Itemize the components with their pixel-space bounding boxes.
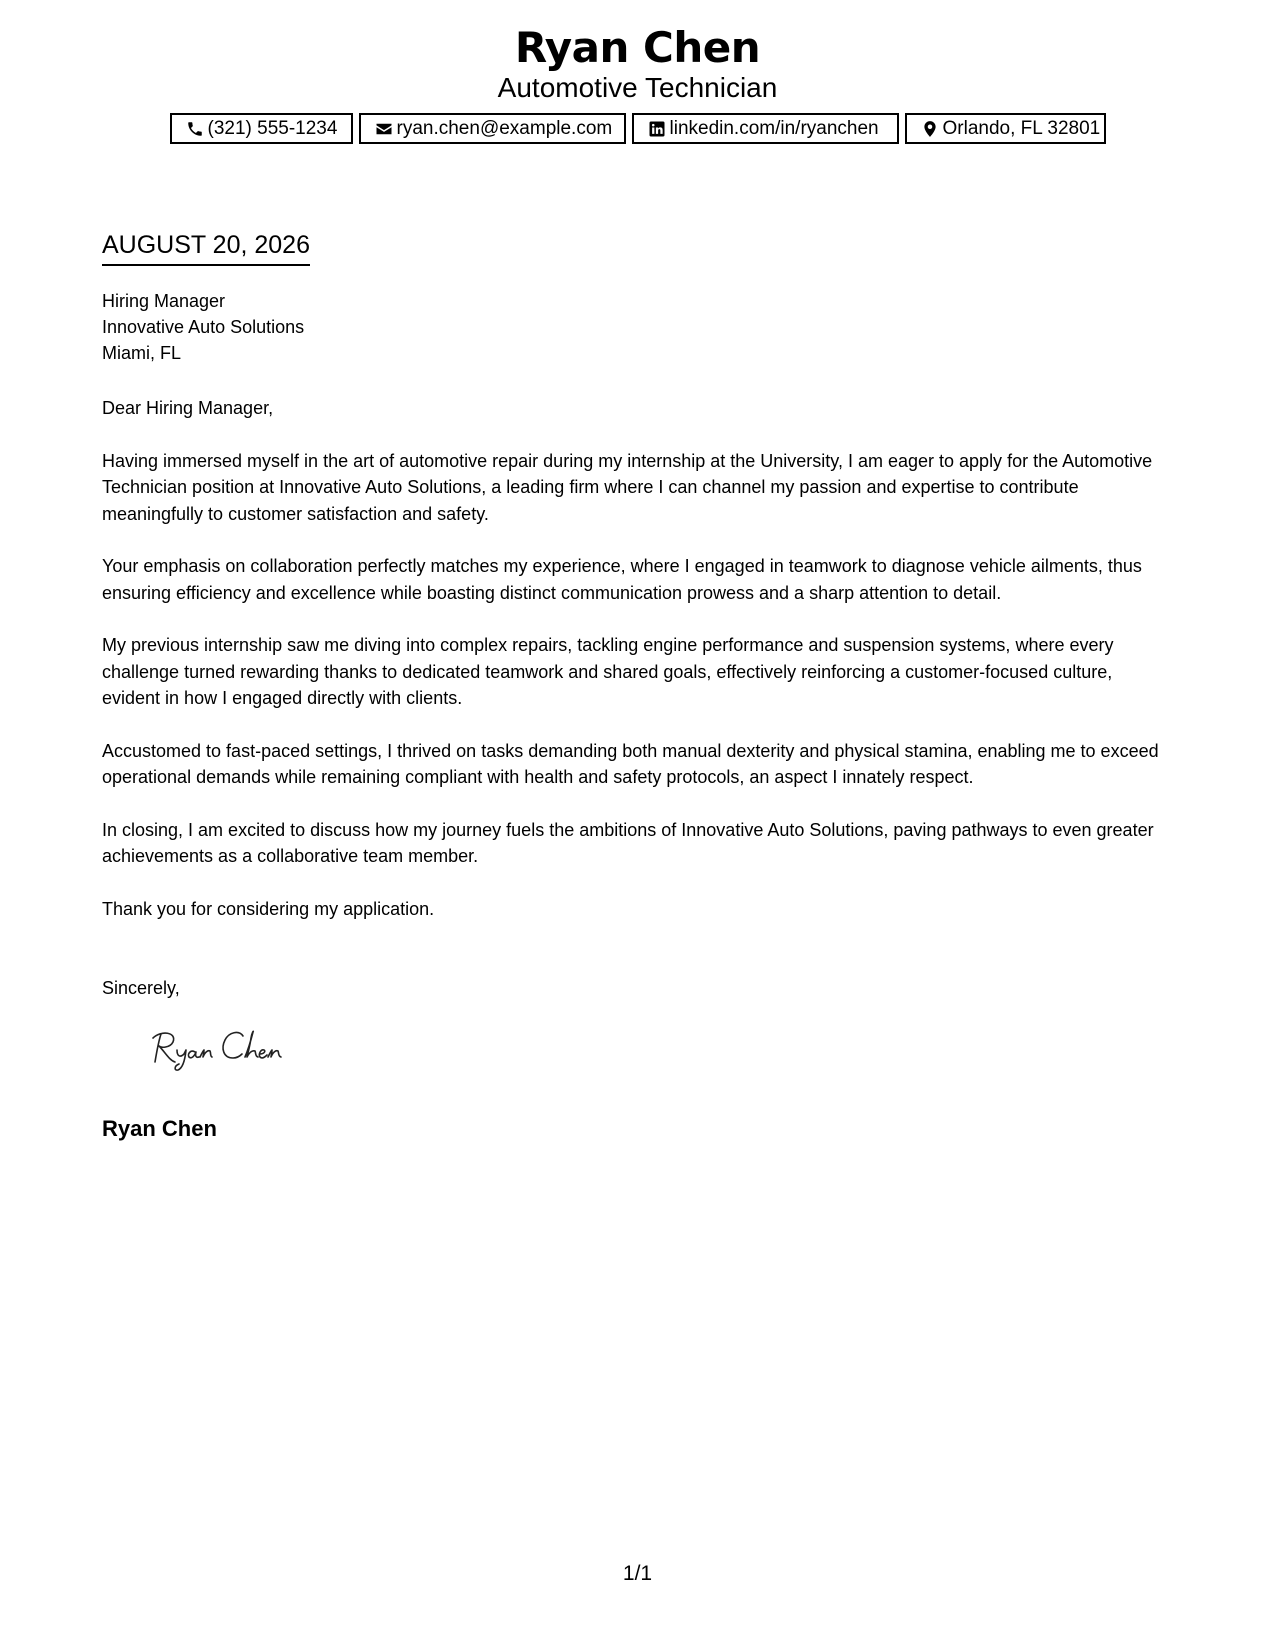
phone-icon <box>186 120 204 138</box>
body-paragraph: My previous internship saw me diving into complex repairs, tackling engine performance and suspension systems, where every challenge turned rewarding thanks to dedicated teamwork and shared goals, effectively reinforcing a customer-focused culture, evident in how I engaged directly with clients. <box>102 635 1114 708</box>
phone-text: (321) 555-1234 <box>207 117 338 139</box>
linkedin-chip[interactable] <box>632 113 899 144</box>
body-paragraph: In closing, I am excited to discuss how my journey fuels the ambitions of Innovative Auto Solutions, paving pathways to even greater achievements as a collaborative team member. <box>102 819 1154 866</box>
salutation: Dear Hiring Manager, <box>102 398 274 418</box>
email-chip[interactable] <box>359 113 626 144</box>
applicant-name: Ryan Chen <box>514 23 761 72</box>
recipient-location: Miami, FL <box>102 343 182 363</box>
location-chip[interactable] <box>905 113 1106 144</box>
signer-name: Ryan Chen <box>102 1116 217 1141</box>
phone-chip[interactable] <box>170 113 353 144</box>
job-title: Automotive Technician <box>497 72 778 103</box>
map-marker-icon <box>921 120 939 138</box>
body-paragraph: Having immersed myself in the art of automotive repair during my internship at the University, I am eager to apply for the Automotive Technician position at Innovative Auto Solutions, a leading firm where I can channel my passion and expertise to contribute meaningfully to customer satisfaction and safety. <box>102 450 1153 524</box>
recipient-block <box>102 288 304 366</box>
letter-body <box>102 395 1172 948</box>
letter-header <box>0 22 1275 105</box>
recipient-company: Innovative Auto Solutions <box>102 317 305 337</box>
body-paragraph: Thank you for considering my application. <box>102 898 435 919</box>
location-text: Orlando, FL 32801 <box>942 117 1101 139</box>
letter-date: AUGUST 20, 2026 <box>102 229 310 266</box>
linkedin-text: linkedin.com/in/ryanchen <box>669 117 879 139</box>
body-paragraph: Your emphasis on collaboration perfectly matches my experience, where I engaged in teamwork to diagnose vehicle ailments, thus ensuring efficiency and excellence while boasting distinct communication prowess and a sharp attention to detail. <box>102 556 1142 603</box>
contact-bar <box>0 113 1275 144</box>
page-number: 1/1 <box>622 1562 653 1585</box>
email-text: ryan.chen@example.com <box>396 117 613 139</box>
recipient-name: Hiring Manager <box>102 291 226 311</box>
closing: Sincerely, <box>102 978 180 998</box>
body-paragraph: Accustomed to fast-paced settings, I thrived on tasks demanding both manual dexterity and physical stamina, enabling me to exceed operational demands while remaining compliant with health and safety protocols, an aspect I innately respect. <box>102 740 1159 787</box>
handwritten-signature <box>147 1026 317 1079</box>
linkedin-icon <box>648 120 666 138</box>
envelope-icon <box>375 120 393 138</box>
